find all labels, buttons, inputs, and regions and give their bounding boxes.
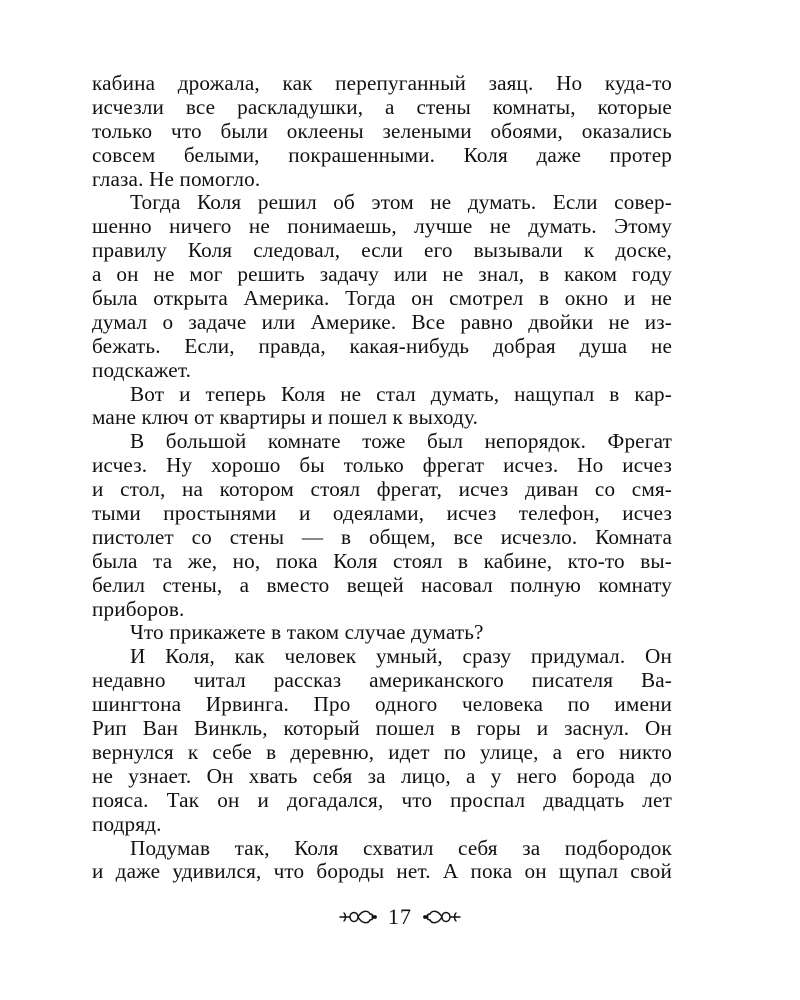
text-line: тыми простынями и одеялами, исчез телефон, исчез	[92, 501, 672, 526]
right-ornament-icon	[422, 906, 462, 928]
text-line: кабина дрожала, как перепуганный заяц. Но куда-то	[92, 71, 672, 95]
text-line: мане ключ от квартиры и пошел к выходу.	[92, 405, 479, 430]
text-line: была та же, но, пока Коля стоял в кабине, кто-то вы-	[92, 548, 672, 573]
page-body-text	[92, 72, 672, 884]
text-line: и даже удивился, что бороды нет. А пока он щупал свой	[92, 859, 672, 884]
text-line: исчезли все раскладушки, а стены комнаты, которые	[92, 94, 672, 119]
page-footer	[0, 902, 800, 932]
text-line: правилу Коля следовал, если его вызывали к доске,	[92, 238, 672, 263]
text-line: исчез. Ну хорошо бы только фрегат исчез. Но исчез	[92, 453, 672, 478]
text-line: пистолет со стены — в общем, все исчезло. Комната	[92, 524, 672, 549]
text-line: вернулся к себе в деревню, идет по улице, а его никто	[92, 739, 672, 764]
text-line: белил стены, а вместо вещей насовал полную комнату	[92, 572, 672, 597]
text-line: Вот и теперь Коля не стал думать, нащупал в кар-	[130, 381, 672, 406]
text-line: Тогда Коля решил об этом не думать. Если совер-	[130, 190, 672, 215]
text-line: недавно читал рассказ американского писателя Ва-	[92, 668, 672, 693]
text-line: думал о задаче или Америке. Все равно двойки не из-	[92, 309, 672, 334]
text-line: В большой комнате тоже был непорядок. Фрегат	[130, 429, 672, 454]
text-line: Подумав так, Коля схватил себя за подбородок	[130, 835, 672, 860]
text-line: а он не мог решить задачу или не знал, в каком году	[92, 262, 672, 287]
text-line: подряд.	[92, 811, 162, 836]
text-line: приборов.	[92, 596, 185, 621]
page-number: 17	[388, 904, 412, 929]
text-line: совсем белыми, покрашенными. Коля даже протер	[92, 142, 672, 167]
text-line: И Коля, как человек умный, сразу придумал. Он	[130, 644, 672, 669]
text-line: только что были оклеены зелеными обоями, оказались	[92, 118, 672, 143]
text-line: Что прикажете в таком случае думать?	[130, 620, 484, 645]
text-line: глаза. Не помогло.	[92, 166, 261, 191]
text-line: была открыта Америка. Тогда он смотрел в окно и не	[92, 286, 672, 311]
text-line: Рип Ван Винкль, который пошел в горы и заснул. Он	[92, 716, 672, 741]
left-ornament-icon	[338, 906, 378, 928]
text-line: бежать. Если, правда, какая-нибудь добрая душа не	[92, 333, 672, 358]
text-line: пояса. Так он и догадался, что проспал двадцать лет	[92, 787, 672, 812]
text-line: подскажет.	[92, 357, 192, 382]
text-line: и стол, на котором стоял фрегат, исчез диван со смя-	[92, 477, 672, 502]
text-line: не узнает. Он хвать себя за лицо, а у него борода до	[92, 763, 672, 788]
text-line: шингтона Ирвинга. Про одного человека по имени	[92, 692, 672, 717]
text-line: шенно ничего не понимаешь, лучше не думать. Этому	[92, 214, 672, 239]
